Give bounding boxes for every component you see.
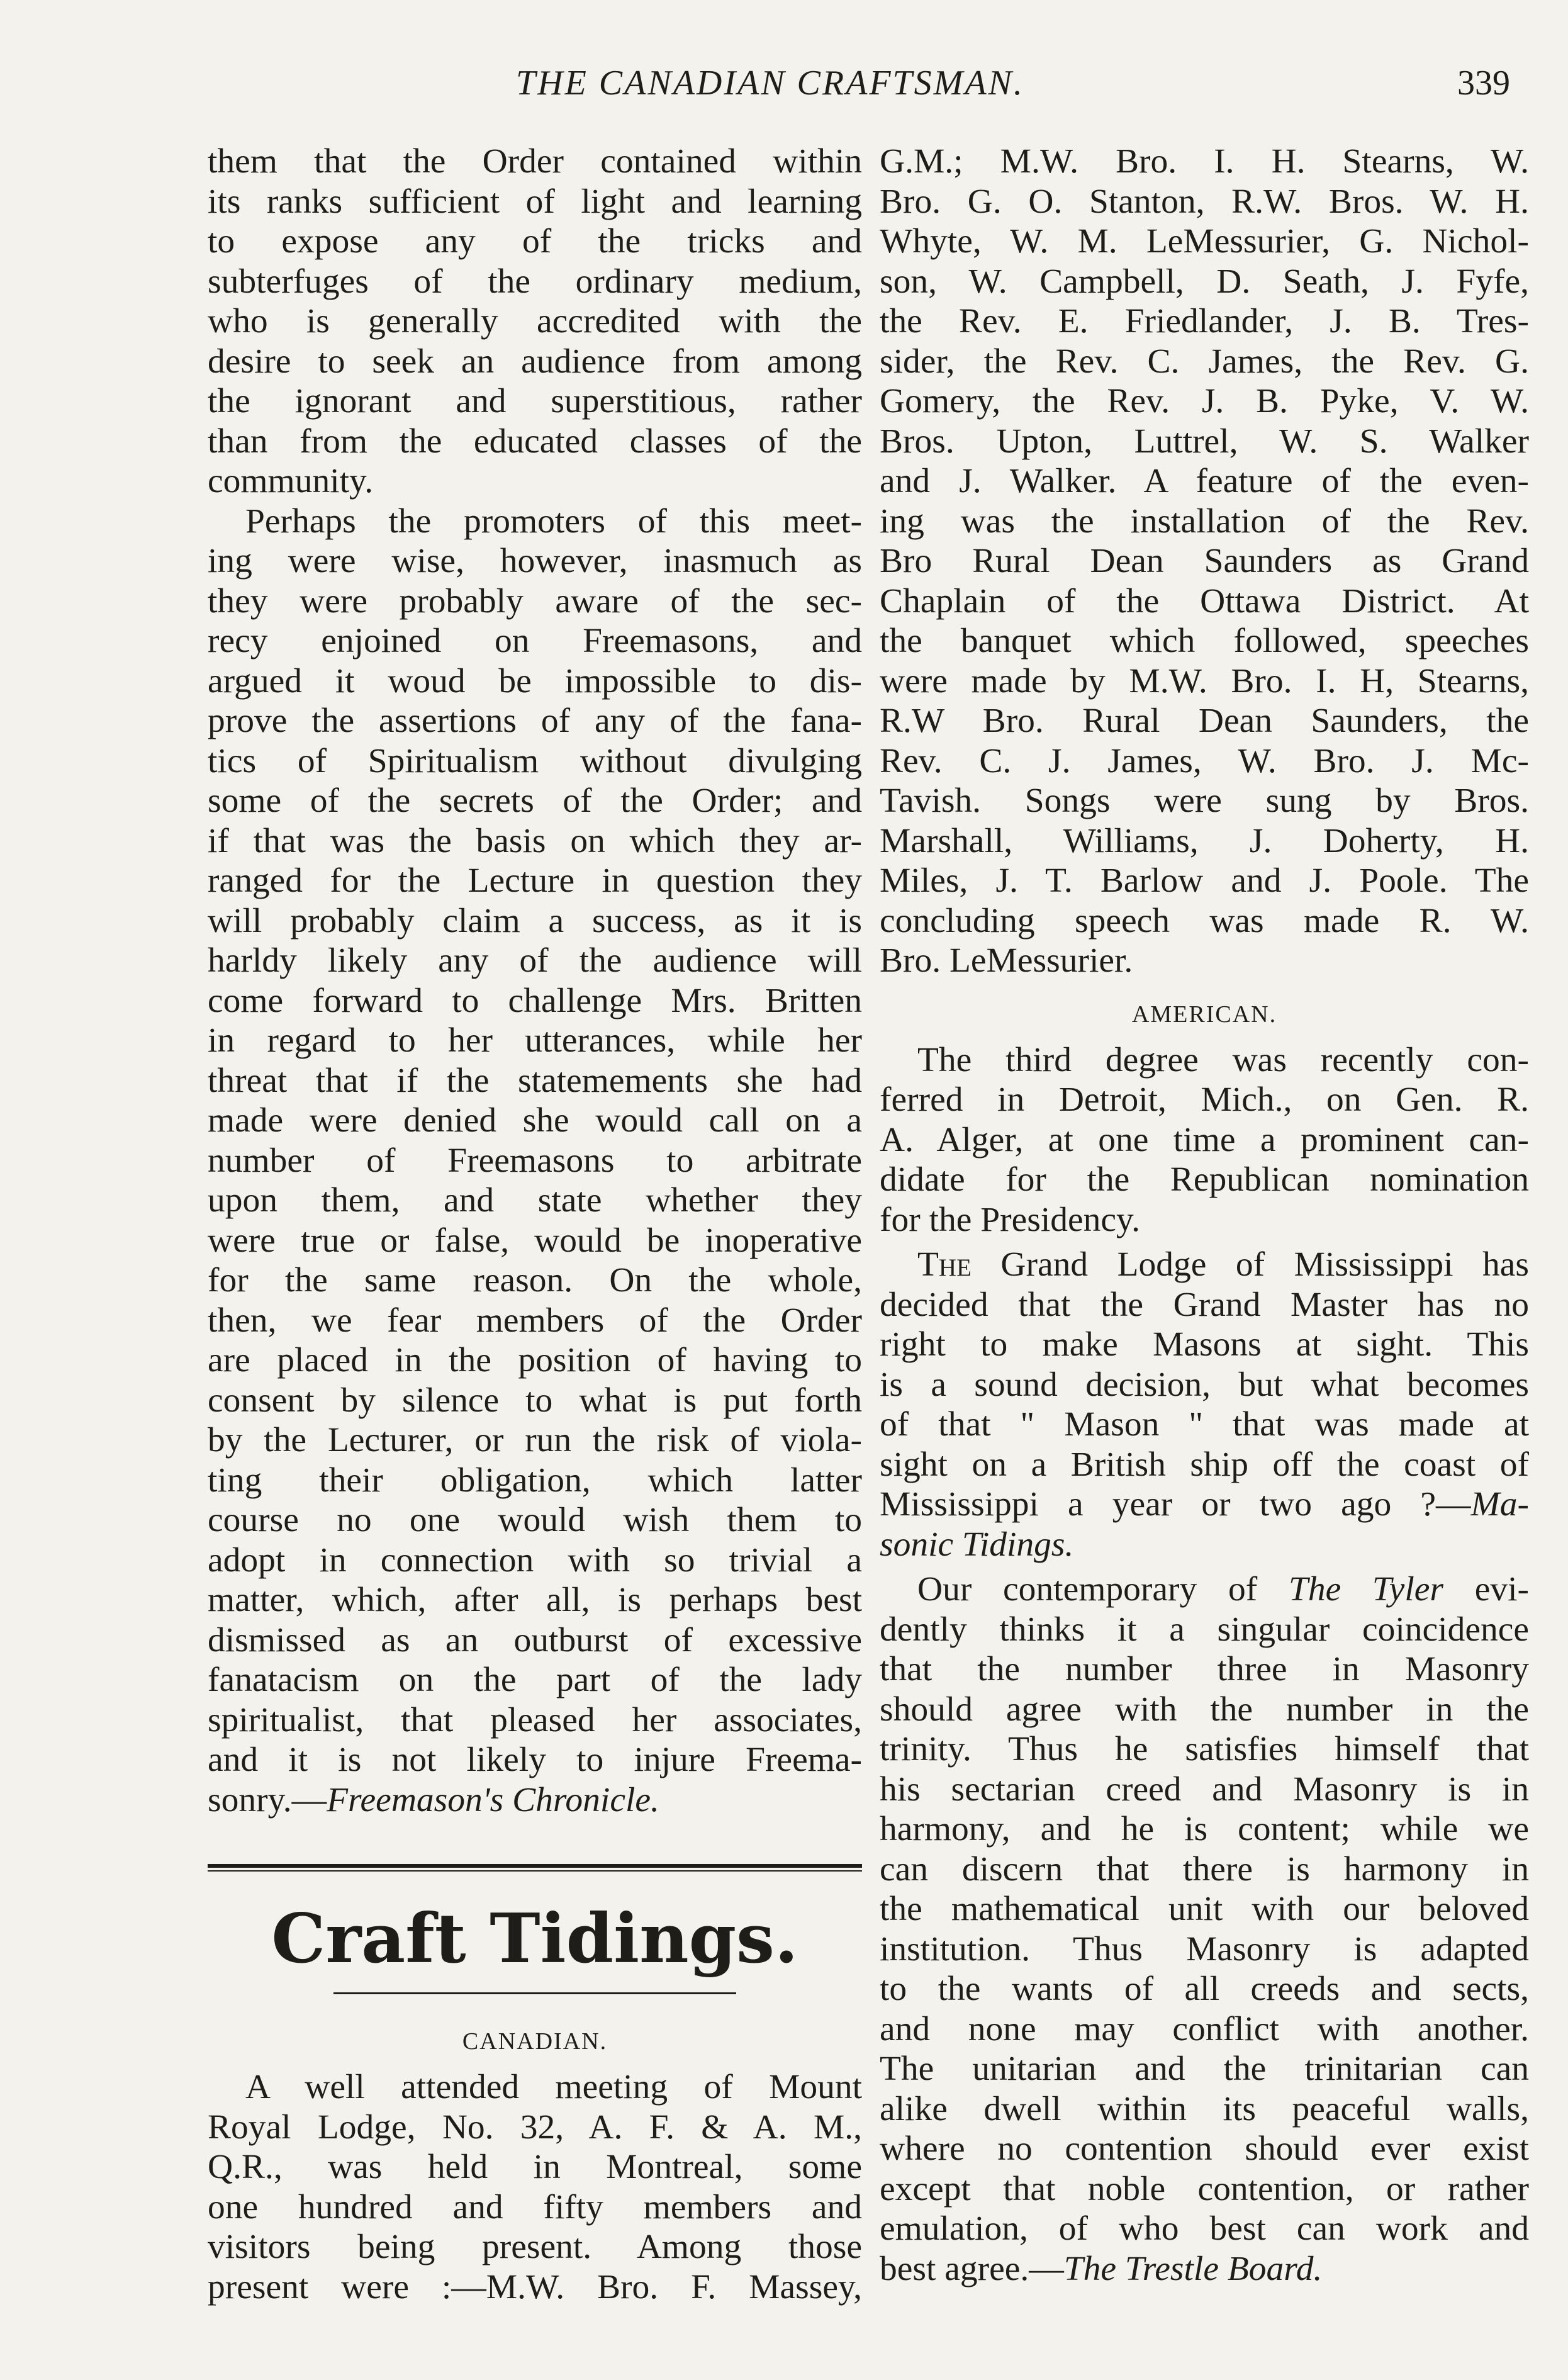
subheading-american: AMERICAN. [1131,1001,1277,1028]
small-caps-lead: The [917,1245,972,1284]
text-line: are placed in the position of having to [208,1341,862,1379]
text-line: dently thinks it a singular coincidence [880,1610,1529,1649]
text-line: Bros. Upton, Luttrel, W. S. Walker [880,422,1529,461]
text-line: decided that the Grand Master has no [880,1285,1529,1324]
text-line: come forward to challenge Mrs. Britten [208,981,862,1020]
text-line: dismissed as an outburst of excessive [208,1620,862,1659]
text-line: they were probably aware of the sec- [208,581,862,620]
publication-title: The Tyler [1288,1570,1443,1608]
text-line: consent by silence to what is put forth [208,1381,862,1420]
text-line [880,1245,1529,1285]
text-line: his sectarian creed and Masonry is in [880,1770,1529,1809]
double-rule [208,1864,862,1872]
text-line: except that noble contention, or rather [880,2169,1529,2208]
text-line: harldy likely any of the audience will [208,941,862,980]
text-line: ting their obligation, which latter [208,1461,862,1500]
text-line: ranged for the Lecture in question they [208,862,862,900]
source-citation: Ma- [1470,1485,1529,1524]
text-line: trinity. Thus he satisfies himself that [880,1730,1529,1768]
text-line: and none may conflict with another. [880,2009,1529,2048]
text-line: for the Presidency. [880,1200,1141,1239]
text-line: threat that if the statemements she had [208,1061,862,1100]
paragraph-r3 [880,1245,1529,1564]
subheading-canadian: CANADIAN. [462,2028,608,2055]
text-line: some of the secrets of the Order; and [208,782,862,820]
text-fragment: Grand Lodge of Mississippi has [971,1245,1529,1284]
source-citation: Freemason's Chronicle. [327,1780,659,1819]
paragraph-gap [880,1240,1529,1245]
text-line: where no contention should ever exist [880,2130,1529,2168]
text-line: the Rev. E. Friedlander, J. B. Tres- [880,302,1529,340]
text-line: course no one would wish them to [208,1501,862,1539]
text-line: right to make Masons at sight. This [880,1325,1529,1364]
text-line: sight on a British ship off the coast of [880,1445,1529,1484]
page-number: 339 [1457,64,1510,103]
text-line: A well attended meeting of Mount [245,2068,862,2106]
source-citation: The Trestle Board. [1063,2249,1323,2288]
text-line: visitors being present. Among those [208,2228,862,2266]
text-line: Perhaps the promoters of this meet- [245,502,862,541]
text-line: The unitarian and the trinitarian can [880,2050,1529,2088]
text-line: Whyte, W. M. LeMessurier, G. Nichol- [880,222,1529,261]
section-divider [208,1864,862,1873]
text-line: argued it woud be impossible to dis- [208,661,862,700]
text-line: subterfuges of the ordinary medium, [208,262,862,301]
paragraph-3 [208,2067,862,2307]
paragraph-2 [208,502,862,1821]
text-line: desire to seek an audience from among [208,342,862,381]
text-line: that the number three in Masonry [880,1650,1529,1688]
text-line: son, W. Campbell, D. Seath, J. Fyfe, [880,262,1529,301]
text-line: were true or false, would be inoperative [208,1221,862,1260]
text-line: emulation, of who best can work and [880,2209,1529,2248]
text-line: and J. Walker. A feature of the even- [880,462,1529,500]
running-title: THE CANADIAN CRAFTSMAN. [516,64,1024,103]
text-line: community. [208,462,374,500]
text-fragment: evi- [1443,1570,1529,1608]
source-citation: sonic Tidings. [880,1525,1074,1564]
text-line: than from the educated classes of the [208,422,862,461]
text-line: Q.R., was held in Montreal, some [208,2148,862,2186]
text-line: Chaplain of the Ottawa District. At [880,581,1529,620]
text-line: Bro Rural Dean Saunders as Grand [880,542,1529,580]
text-line: ing were wise, however, inasmuch as [208,542,862,580]
text-line: Tavish. Songs were sung by Bros. [880,782,1529,820]
paragraph-gap [880,1564,1529,1569]
text-line: alike dwell within its peaceful walls, [880,2089,1529,2128]
text-line: Bro. G. O. Stanton, R.W. Bros. W. H. [880,182,1529,221]
text-line: the mathematical unit with our beloved [880,1890,1529,1928]
heading-rule [333,1992,736,1994]
text-line: can discern that there is harmony in [880,1850,1529,1889]
text-line: will probably claim a success, as it is [208,901,862,940]
text-line: fanatacism on the part of the lady [208,1661,862,1699]
text-line: its ranks sufficient of light and learning [208,182,862,221]
text-line: were made by M.W. Bro. I. H, Stearns, [880,661,1529,700]
text-line: them that the Order contained within [208,142,862,181]
text-line: The third degree was recently con- [917,1040,1529,1079]
text-line: institution. Thus Masonry is adapted [880,1929,1529,1968]
paragraph-r1 [880,142,1529,981]
text-line: should agree with the number in the [880,1690,1529,1729]
text-line [880,2249,1529,2289]
text-line: R.W Bro. Rural Dean Saunders, the [880,702,1529,740]
text-line: present were :—M.W. Bro. F. Massey, [208,2267,862,2306]
text-line: in regard to her utterances, while her [208,1021,862,1060]
text-line: then, we fear members of the Order [208,1301,862,1340]
text-line: number of Freemasons to arbitrate [208,1141,862,1180]
text-line [880,1485,1529,1525]
text-line [880,1525,1529,1565]
text-line: recy enjoined on Freemasons, and [208,622,862,660]
paragraph-1 [208,142,862,502]
section-heading: Craft Tidings. [271,1899,798,1979]
text-line: G.M.; M.W. Bro. I. H. Stearns, W. [880,142,1529,181]
text-line: Rev. C. J. James, W. Bro. J. Mc- [880,741,1529,780]
text-line: who is generally accredited with the [208,302,862,340]
text-line: A. Alger, at one time a prominent can- [880,1120,1529,1159]
text-line: Marshall, Williams, J. Doherty, H. [880,821,1529,860]
text-line: of that " Mason " that was made at [880,1405,1529,1444]
paragraph-r2 [880,1040,1529,1240]
paragraph-r4 [880,1569,1529,2289]
text-line: concluding speech was made R. W. [880,901,1529,940]
text-fragment: sonry.— [208,1780,327,1819]
text-line: spiritualist, that pleased her associates, [208,1700,862,1739]
text-line: made were denied she would call on a [208,1101,862,1140]
text-line: didate for the Republican nomination [880,1160,1529,1199]
text-line: to expose any of the tricks and [208,222,862,261]
text-line: is a sound decision, but what becomes [880,1365,1529,1404]
text-line: tics of Spiritualism without divulging [208,741,862,780]
text-line: the ignorant and superstitious, rather [208,382,862,420]
text-line: if that was the basis on which they ar- [208,821,862,860]
text-line: one hundred and fifty members and [208,2187,862,2226]
text-fragment: Our contemporary of [917,1570,1289,1608]
text-line: Bro. LeMessurier. [880,941,1133,980]
page-header [516,63,1510,120]
text-line: ing was the installation of the Rev. [880,502,1529,541]
text-line: prove the assertions of any of the fana- [208,702,862,740]
text-line: adopt in connection with so trivial a [208,1541,862,1580]
right-column [880,142,1529,2289]
text-line: the banquet which followed, speeches [880,622,1529,660]
text-line: upon them, and state whether they [208,1181,862,1220]
text-line: Gomery, the Rev. J. B. Pyke, V. W. [880,382,1529,420]
text-line: harmony, and he is content; while we [880,1810,1529,1848]
text-line [880,1569,1529,1610]
text-line: by the Lecturer, or run the risk of viola- [208,1421,862,1459]
text-line: for the same reason. On the whole, [208,1261,862,1299]
text-fragment: Mississippi a year or two ago ?— [880,1485,1471,1524]
text-line: sider, the Rev. C. James, the Rev. G. [880,342,1529,381]
text-line: ferred in Detroit, Mich., on Gen. R. [880,1081,1529,1119]
left-column [208,142,862,2307]
text-line: matter, which, after all, is perhaps best [208,1581,862,1619]
text-line: Royal Lodge, No. 32, A. F. & A. M., [208,2108,862,2147]
text-line: and it is not likely to injure Freema- [208,1741,862,1779]
text-fragment: best agree.— [880,2249,1064,2288]
text-line: Miles, J. T. Barlow and J. Poole. The [880,862,1529,900]
text-line: to the wants of all creeds and sects, [880,1970,1529,2008]
text-line [208,1780,862,1821]
